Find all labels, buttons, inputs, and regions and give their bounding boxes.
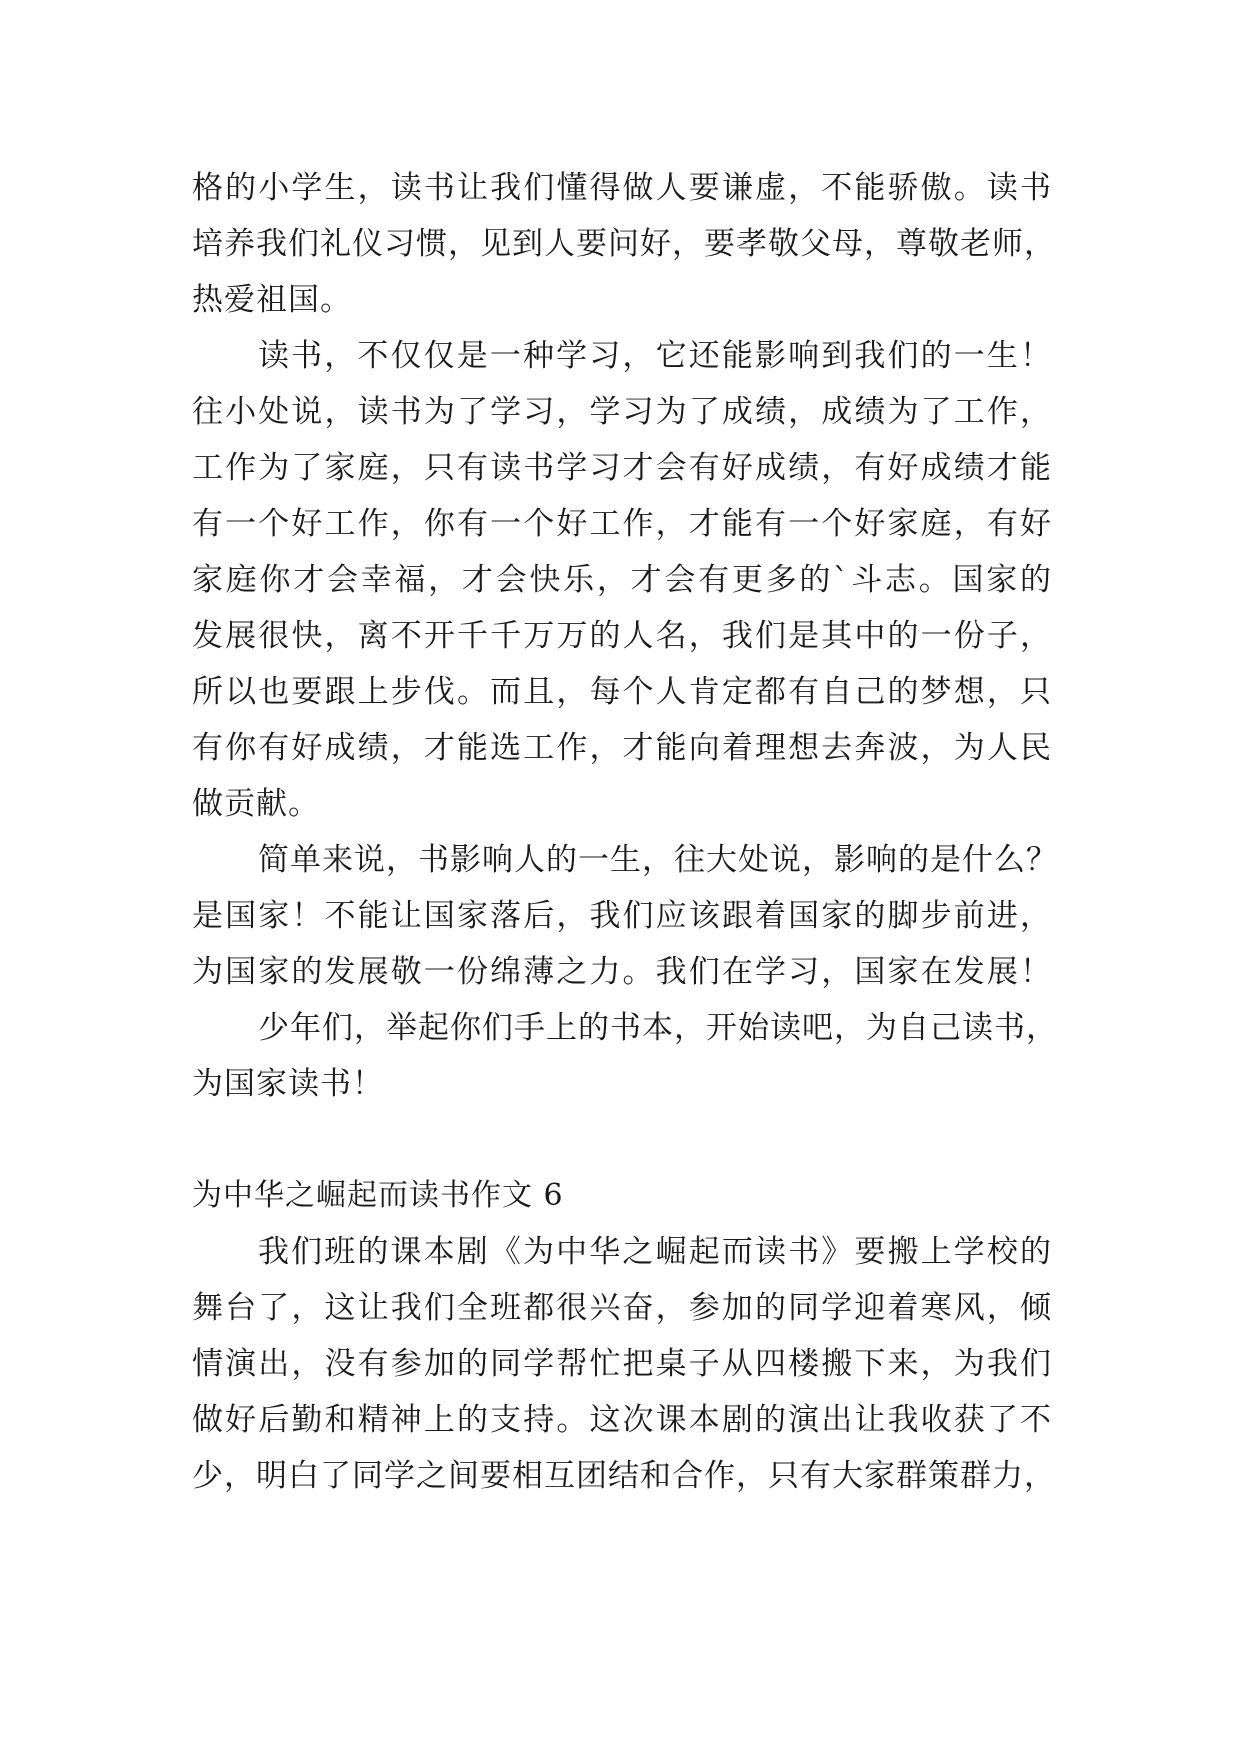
- text-line: 少，明白了同学之间要相互团结和合作，只有大家群策群力，: [192, 1458, 1056, 1494]
- text-line: 为国家的发展敬一份绵薄之力。我们在学习，国家在发展！: [192, 954, 1052, 990]
- text-line: 往小处说，读书为了学习，学习为了成绩，成绩为了工作，: [192, 394, 1052, 430]
- text-line: 格的小学生，读书让我们懂得做人要谦虚，不能骄傲。读书: [192, 170, 1052, 206]
- paragraph: [192, 832, 1058, 1000]
- text-line: 舞台了，这让我们全班都很兴奋，参加的同学迎着寒风，倾: [192, 1290, 1052, 1326]
- text-line: 家庭你才会幸福，才会快乐，才会有更多的`斗志。国家的: [192, 562, 1052, 598]
- text-line: 热爱祖国。: [192, 282, 352, 318]
- text-line: 工作为了家庭，只有读书学习才会有好成绩，有好成绩才能: [192, 450, 1052, 486]
- text-line: 发展很快，离不开千千万万的人名，我们是其中的一份子，: [192, 618, 1052, 654]
- paragraph: [192, 160, 1056, 328]
- text-line: 我们班的课本剧《为中华之崛起而读书》要搬上学校的: [258, 1234, 1052, 1270]
- text-line: 做好后勤和精神上的支持。这次课本剧的演出让我收获了不: [192, 1402, 1052, 1438]
- text-line: 是国家！不能让国家落后，我们应该跟着国家的脚步前进，: [192, 898, 1052, 934]
- document-body: [192, 160, 1058, 1504]
- text-line: 情演出，没有参加的同学帮忙把桌子从四楼搬下来，为我们: [192, 1346, 1052, 1382]
- text-line: 培养我们礼仪习惯，见到人要问好，要孝敬父母，尊敬老师，: [192, 226, 1056, 262]
- text-line: 有一个好工作，你有一个好工作，才能有一个好家庭，有好: [192, 506, 1052, 542]
- paragraph: [192, 1000, 1058, 1112]
- text-line: 有你有好成绩，才能选工作，才能向着理想去奔波，为人民: [192, 730, 1052, 766]
- section-heading: 为中华之崛起而读书作文 6: [192, 1178, 564, 1213]
- paragraph: [192, 1224, 1056, 1504]
- text-line: 少年们，举起你们手上的书本，开始读吧，为自己读书，: [258, 1010, 1058, 1046]
- text-line: 简单来说，书影响人的一生，往大处说，影响的是什么？: [258, 842, 1058, 878]
- text-line: 做贡献。: [192, 786, 320, 822]
- text-line: 为国家读书！: [192, 1066, 384, 1102]
- text-line: 所以也要跟上步伐。而且，每个人肯定都有自己的梦想，只: [192, 674, 1052, 710]
- paragraph: [192, 328, 1052, 832]
- text-line: 读书，不仅仅是一种学习，它还能影响到我们的一生！: [258, 338, 1052, 374]
